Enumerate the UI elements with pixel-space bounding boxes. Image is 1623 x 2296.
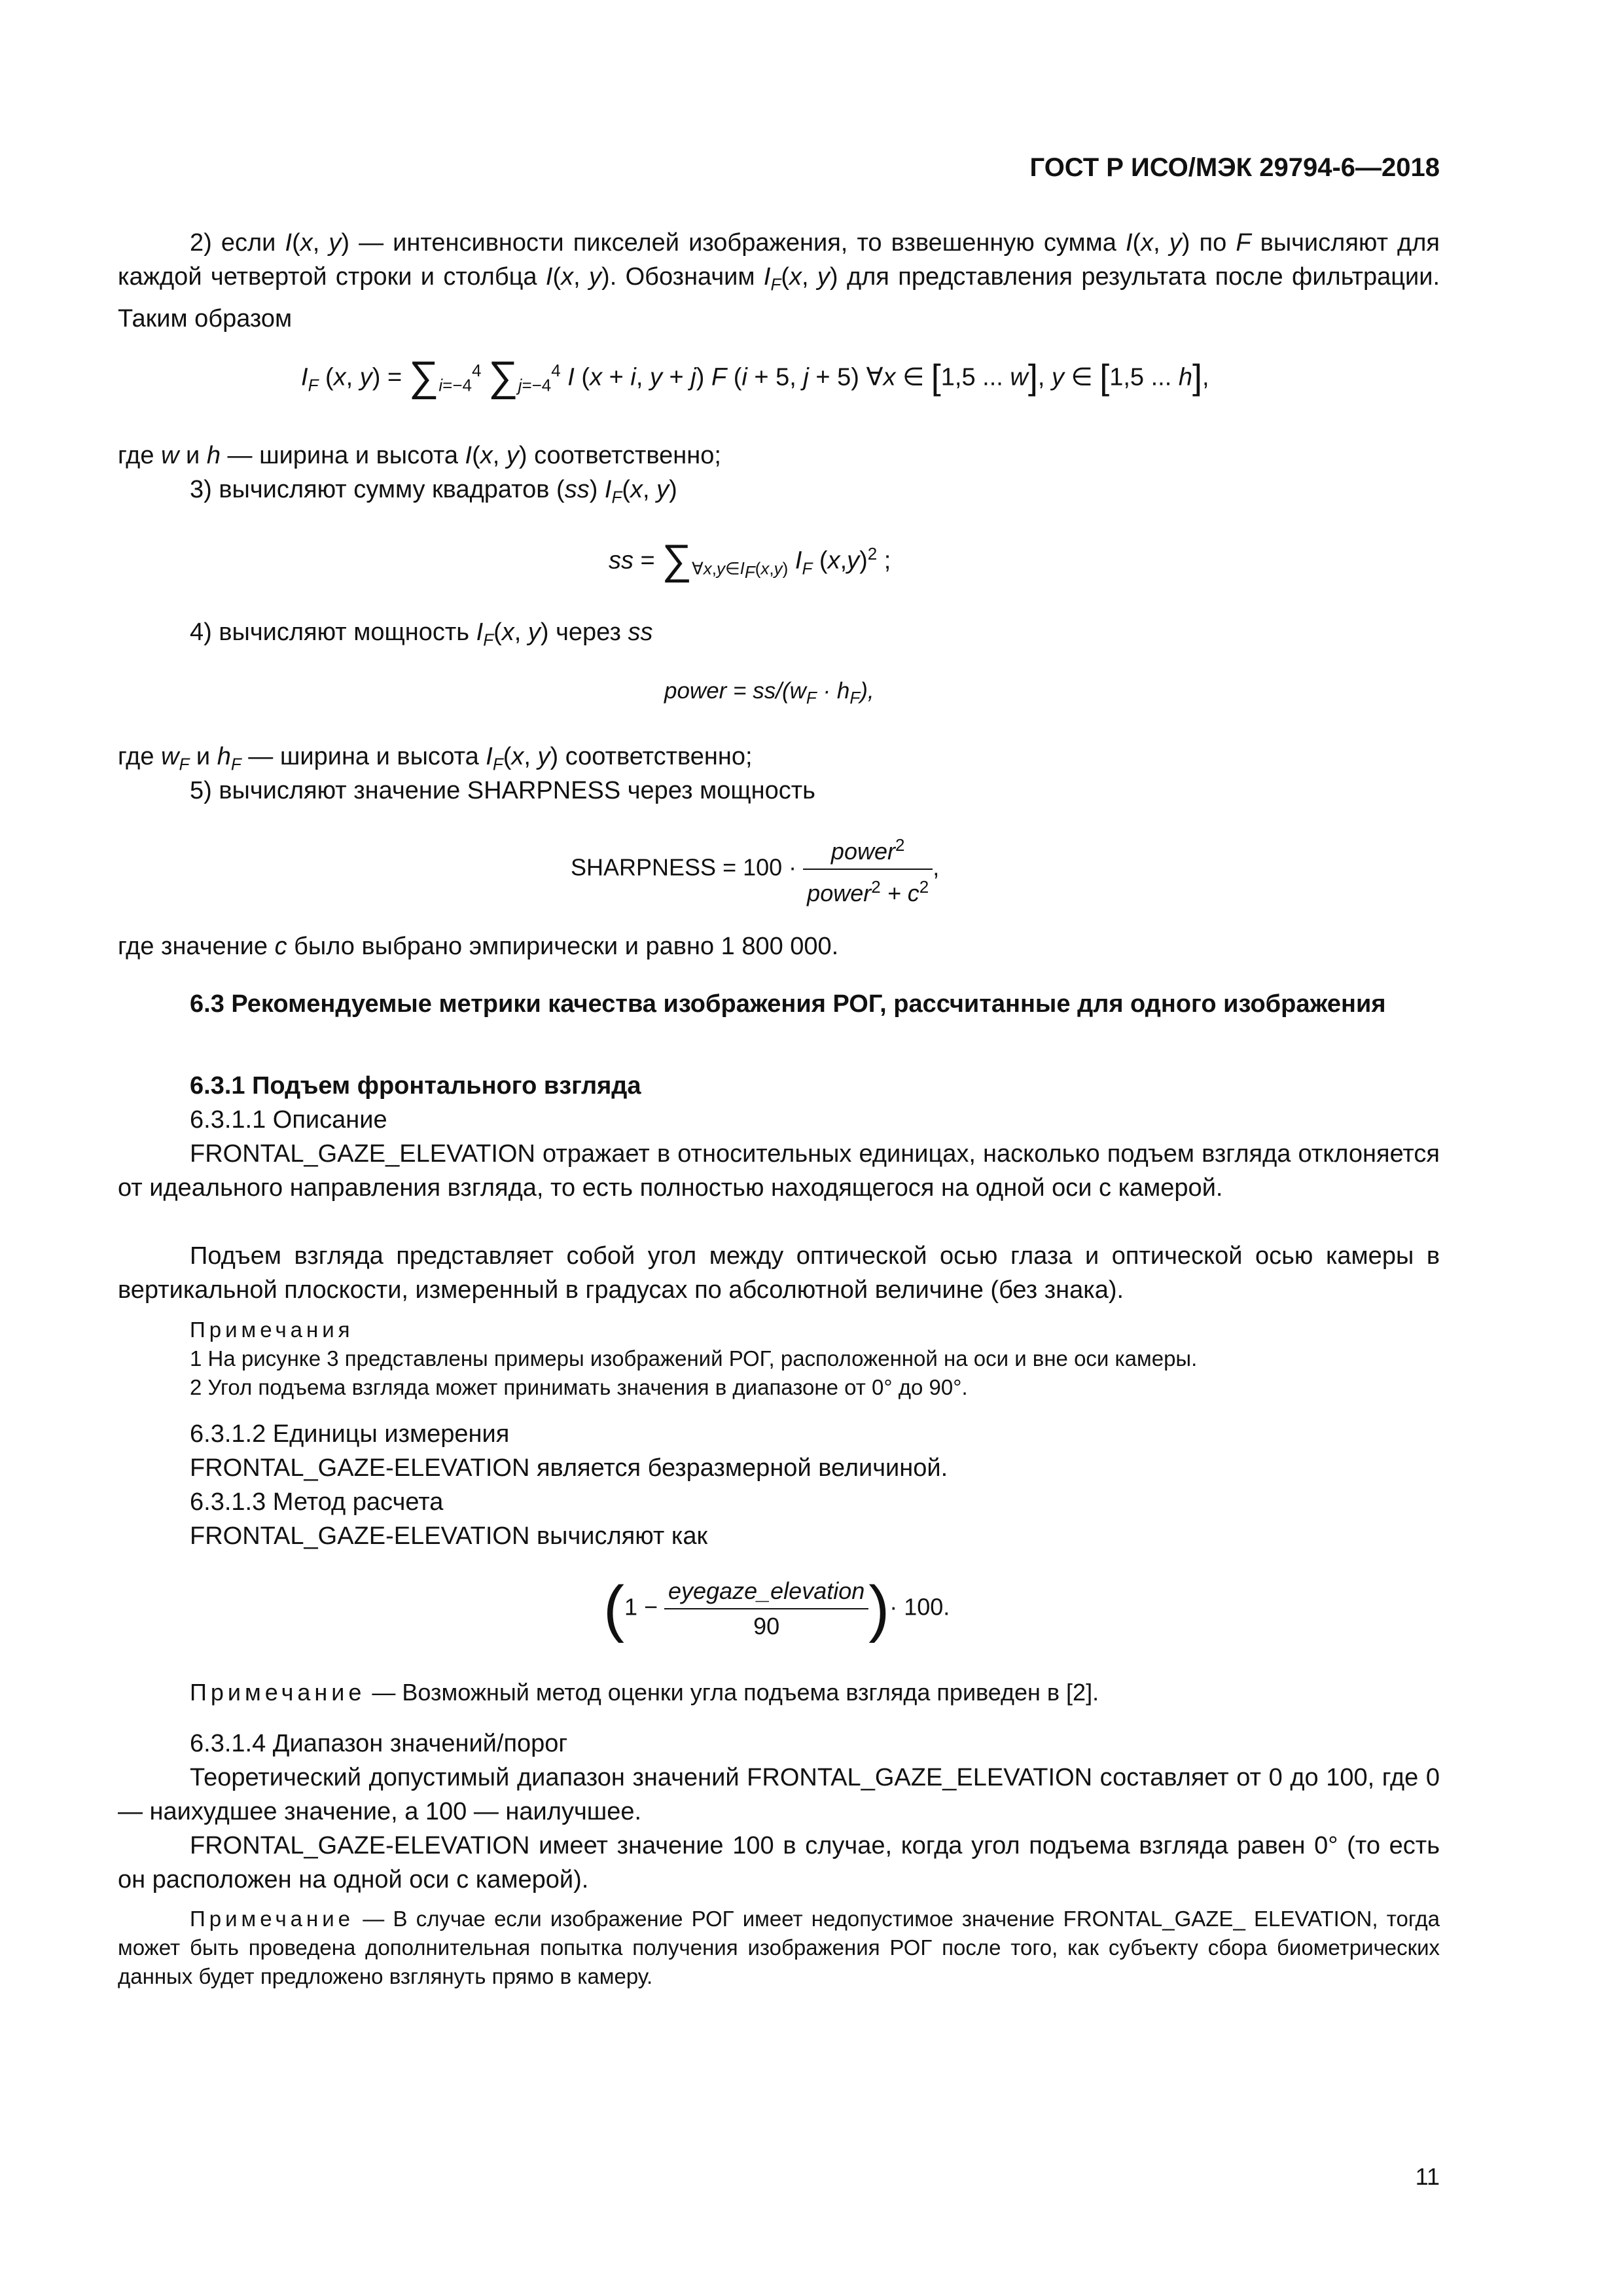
- where-w-h-line: где w и h — ширина и высота I(x, y) соответственно;: [118, 442, 721, 469]
- elevation-formula: (1 − $\frac{\text{eyegaze\_elevation}}{90}$ )· 100.: [603, 1573, 950, 1643]
- step-5-line: 5) вычисляют значение SHARPNESS через мощность: [190, 777, 815, 804]
- section-6-3-1-heading: 6.3.1 Подъем фронтального взгляда: [190, 1072, 641, 1100]
- section-6-3-1-2-heading: 6.3.1.2 Единицы измерения: [190, 1420, 510, 1448]
- section-6-3-heading: 6.3 Рекомендуемые метрики качества изображения РОГ, рассчитанные для одного изображения: [190, 990, 1386, 1018]
- sharpness-fraction: $\frac{power^2}{power^2 + c^2}$: [803, 828, 933, 910]
- description-paragraph-2: Подъем взгляда представляет собой угол между оптической осью глаза и оптической осью камеры в вертикальной плоскости, измеренный в градусах по абсолютной величине (без знака).: [118, 1242, 1440, 1304]
- sharpness-formula: SHARPNESS = 100 · $\frac{power^2}{power^2 + c^2}$ ,: [571, 828, 939, 910]
- description-paragraph-1: FRONTAL_GAZE_ELEVATION отражает в относительных единицах, насколько подъем взгляда отклоняется от идеального направления взгляда, то есть полностью находящегося на одной оси с камерой.: [118, 1140, 1440, 1202]
- section-6-3-1-3-heading: 6.3.1.3 Метод расчета: [190, 1488, 444, 1516]
- units-paragraph: FRONTAL_GAZE-ELEVATION является безразмерной величиной.: [190, 1454, 948, 1482]
- range-paragraph-1: Теоретический допустимый диапазон значений FRONTAL_GAZE_ELEVATION составляет от 0 до 100, где 0 — наихудшее значение, а 100 — наилучшее.: [118, 1764, 1440, 1825]
- note-2: 2 Угол подъема взгляда может принимать значения в диапазоне от 0° до 90°.: [190, 1375, 968, 1399]
- method-paragraph: FRONTAL_GAZE-ELEVATION вычисляют как: [190, 1522, 708, 1550]
- step-3-line: 3) вычисляют сумму квадратов (ss) $I_F(x$, y): [190, 476, 677, 507]
- where-c-line: где значение c было выбрано эмпирически и равно 1 800 000.: [118, 933, 839, 960]
- power-formula: power = $ss/(w_F \cdot h_F)$,: [664, 678, 874, 708]
- section-6-3-1-4-heading: 6.3.1.4 Диапазон значений/порог: [190, 1730, 568, 1757]
- section-6-3-1-1-heading: 6.3.1.1 Описание: [190, 1106, 387, 1134]
- notes-heading: Примечания: [190, 1318, 354, 1342]
- note-1: 1 На рисунке 3 представлены примеры изображений РОГ, расположенной на оси и вне оси камеры.: [190, 1346, 1198, 1371]
- document-header: ГОСТ Р ИСО/МЭК 29794-6—2018: [1029, 153, 1440, 182]
- elevation-fraction: $\frac{\text{eyegaze\_elevation}}{90}$: [664, 1574, 868, 1643]
- sum-squares-formula: ss = $\sum_{\forall x,y\in I_F(x,y)}$ $I_F$ $(x,y)^2$ ;: [609, 535, 891, 583]
- method-note: Примечание — Возможный метод оценки угла подъема взгляда приведен в [2].: [190, 1679, 1099, 1706]
- step-4-line: 4) вычисляют мощность $I_F(x$, y) через ss: [190, 619, 653, 650]
- where-wf-hf-line: где $w_F$ и $h_F$ — ширина и высота $I_F(x$, y) соответственно;: [118, 743, 753, 774]
- range-paragraph-2: FRONTAL_GAZE-ELEVATION имеет значение 100 в случае, когда угол подъема взгляда равен 0° (то есть он расположен на одной оси с камерой).: [118, 1832, 1440, 1893]
- filter-sum-formula: $I_F$ (x, $y) = \sum_{i=-4}^4$ $\sum_{j=-4}^4$ I (x + i, y + j) F (i + 5, j + 5) ∀x ∈ [1,5 ... w], y ∈ [1,5 ... h],: [301, 352, 1209, 400]
- final-note: Примечание — В случае если изображение РОГ имеет недопустимое значение FRONTAL_GAZE_ ELEVATION, тогда может быть проведена дополнительная попытка получения изображения РОГ после того, как субъекту сбора биометрических данных будет предложено взглянуть прямо в камеру.: [118, 1907, 1440, 1988]
- page-number: 11: [1415, 2163, 1440, 2190]
- step-2-paragraph: 2) если I(x, y) — интенсивности пикселей изображения, то взвешенную сумма I(x, y) по F вычисляют для каждой четвертой строки и столбца I(x, y). Обозначим $I_F(x$, y) для представления результата после фильтрации. Таким образом: [118, 229, 1440, 332]
